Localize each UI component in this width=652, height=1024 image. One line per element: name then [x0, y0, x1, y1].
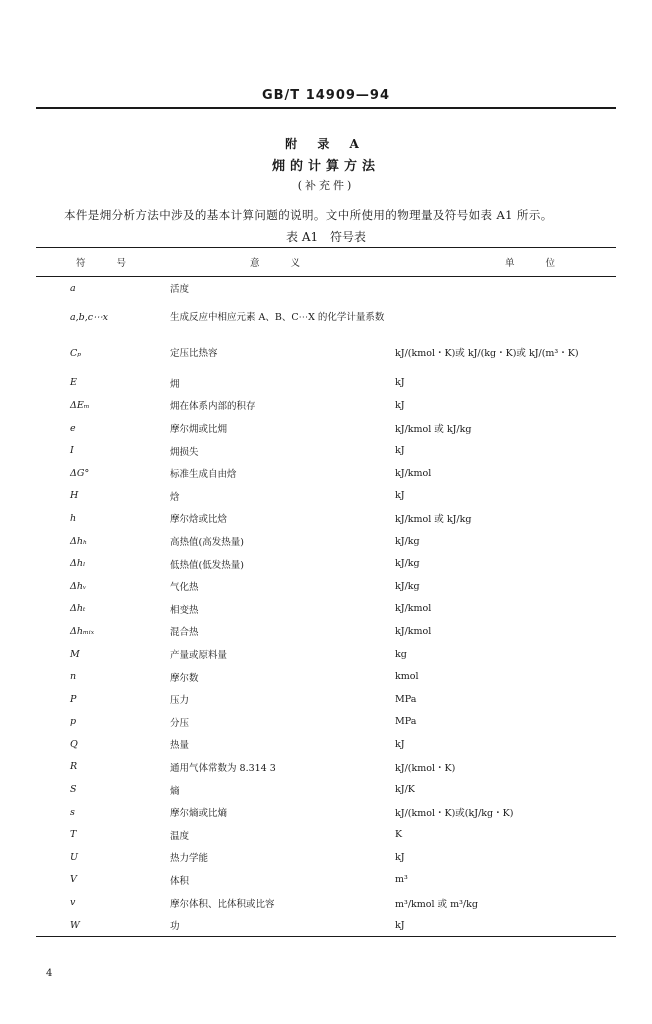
row-symbol: p — [70, 716, 77, 728]
row-unit: kJ/kmol — [395, 467, 432, 479]
table-row — [36, 869, 616, 892]
row-symbol: Q — [70, 738, 78, 750]
table-row — [36, 733, 616, 756]
row-unit: MPa — [395, 693, 417, 705]
table-row — [36, 277, 616, 300]
row-unit: kJ/(kmol・K) — [395, 762, 456, 774]
table-header-row — [36, 248, 616, 277]
table-row — [36, 643, 616, 666]
row-symbol: Δhₘᵢₓ — [70, 625, 95, 637]
row-unit — [395, 277, 616, 300]
row-symbol: a,b,c⋯x — [70, 312, 108, 324]
row-symbol: Δhₕ — [70, 535, 88, 547]
table-caption-title: 符号表 — [329, 230, 366, 244]
row-symbol: P — [70, 693, 77, 705]
row-symbol: Δhₜ — [70, 603, 86, 615]
row-meaning: 摩尔数 — [170, 672, 199, 684]
row-unit: kg — [395, 648, 407, 660]
table-row — [36, 778, 616, 801]
row-meaning: 摩尔熵或比熵 — [170, 808, 228, 820]
row-meaning: 混合热 — [170, 627, 199, 639]
table-row — [36, 575, 616, 598]
page-number: 4 — [46, 968, 53, 979]
row-symbol: n — [70, 671, 77, 683]
table-row — [36, 530, 616, 553]
row-symbol: s — [70, 806, 75, 818]
row-unit: MPa — [395, 716, 417, 728]
row-unit: kJ/kg — [395, 558, 420, 570]
row-unit: kJ — [395, 490, 405, 502]
row-symbol: h — [70, 512, 77, 524]
row-unit: kJ/kg — [395, 535, 420, 547]
row-unit: kJ/kmol 或 kJ/kg — [395, 514, 472, 526]
table-row — [36, 394, 616, 417]
table-row — [36, 620, 616, 643]
row-unit: kJ — [395, 914, 616, 937]
row-unit: kJ/kmol 或 kJ/kg — [395, 424, 472, 436]
row-symbol: Δhᵥ — [70, 580, 87, 592]
table-caption-number: 表 A1 — [286, 230, 319, 244]
intro-paragraph: 本件是㶲分析方法中涉及的基本计算问题的说明。文中所使用的物理量及符号如表 A1 所示。 — [64, 208, 553, 222]
table-row — [36, 552, 616, 575]
row-meaning: 低热值(低发热量) — [170, 559, 244, 571]
row-unit: kJ — [395, 377, 405, 389]
row-unit: m³ — [395, 874, 408, 886]
table-body — [36, 277, 616, 937]
row-symbol: R — [70, 761, 78, 773]
row-symbol: W — [36, 914, 170, 937]
row-meaning: 相变热 — [170, 604, 199, 616]
row-meaning: 功 — [170, 914, 395, 937]
standard-code: GB/T 14909—94 — [261, 88, 391, 103]
symbol-table — [36, 247, 616, 937]
row-symbol: ΔEₘ — [70, 399, 90, 411]
table-row — [36, 914, 616, 937]
row-symbol: I — [70, 445, 74, 457]
appendix-subtitle: (补充件) — [297, 179, 355, 192]
row-meaning: 㶲损失 — [170, 446, 199, 458]
table-row — [36, 598, 616, 621]
row-unit: kJ — [395, 445, 405, 457]
table-row — [36, 485, 616, 508]
table-row — [36, 372, 616, 395]
table-caption — [0, 228, 652, 245]
table-row — [36, 891, 616, 914]
row-meaning: 焓 — [170, 491, 180, 503]
row-unit: kJ/kmol — [395, 625, 432, 637]
header-meaning: 意 义 — [170, 248, 395, 277]
row-symbol: S — [70, 784, 77, 796]
row-meaning: 压力 — [170, 695, 190, 707]
row-symbol: H — [70, 490, 79, 502]
row-unit: kJ/(kmol・K)或(kJ/kg・K) — [395, 808, 514, 820]
row-meaning: 熵 — [170, 785, 180, 797]
row-unit: kJ/kmol — [395, 603, 432, 615]
row-unit: K — [395, 829, 403, 841]
row-meaning: 摩尔体积、比体积或比容 — [170, 898, 275, 910]
row-symbol: U — [70, 851, 79, 863]
row-symbol: Cₚ — [70, 348, 82, 360]
table-row — [36, 823, 616, 846]
table-row — [36, 756, 616, 779]
row-symbol: a — [70, 282, 76, 294]
row-unit: kJ/kg — [395, 580, 420, 592]
row-symbol: V — [70, 874, 77, 886]
row-meaning: 产量或原料量 — [170, 650, 228, 662]
row-unit: kJ/(kmol・K)或 kJ/(kg・K)或 kJ/(m³・K) — [395, 348, 579, 360]
row-meaning: 活度 — [170, 284, 190, 296]
row-unit — [395, 300, 616, 336]
row-meaning: 定压比热容 — [170, 348, 218, 360]
table-row — [36, 507, 616, 530]
row-unit: m³/kmol 或 m³/kg — [395, 898, 478, 910]
row-symbol: E — [70, 377, 77, 389]
row-meaning: 高热值(高发热量) — [170, 537, 244, 549]
table-row — [36, 300, 616, 336]
row-meaning: 气化热 — [170, 582, 199, 594]
row-meaning: 分压 — [170, 717, 190, 729]
row-meaning: 通用气体常数为 8.314 3 — [170, 762, 276, 774]
header-symbol: 符 号 — [36, 248, 170, 277]
row-symbol: e — [70, 422, 76, 434]
row-unit: kJ — [395, 399, 405, 411]
row-meaning: 温度 — [170, 830, 190, 842]
row-meaning: 摩尔㶲或比㶲 — [170, 424, 228, 436]
row-unit: kmol — [395, 671, 419, 683]
table-row — [36, 336, 616, 372]
table-row — [36, 462, 616, 485]
table-row — [36, 801, 616, 824]
table-row — [36, 417, 616, 440]
row-unit: kJ — [395, 851, 405, 863]
header-unit: 单 位 — [395, 248, 616, 277]
row-meaning: 摩尔焓或比焓 — [170, 514, 228, 526]
row-unit: kJ/K — [395, 784, 415, 796]
row-meaning: 体积 — [170, 875, 190, 887]
row-symbol: v — [70, 897, 76, 909]
appendix-title: 㶲的计算方法 — [271, 159, 380, 174]
row-meaning: 㶲在体系内部的积存 — [170, 401, 256, 413]
table-row — [36, 688, 616, 711]
row-symbol: ΔG° — [70, 467, 90, 479]
table-row — [36, 711, 616, 734]
appendix-label: 附 录 A — [285, 137, 367, 151]
table-row — [36, 439, 616, 462]
header-rule — [36, 107, 616, 109]
row-meaning: 生成反应中相应元素 A、B、C⋯X 的化学计量系数 — [170, 312, 385, 324]
row-meaning: 热力学能 — [170, 853, 209, 865]
table-row — [36, 665, 616, 688]
row-meaning: 㶲 — [170, 378, 180, 390]
row-meaning: 热量 — [170, 740, 190, 752]
row-meaning: 标准生成自由焓 — [170, 469, 237, 481]
table-row — [36, 846, 616, 869]
row-unit: kJ — [395, 738, 405, 750]
row-symbol: T — [70, 829, 77, 841]
row-symbol: Δhₗ — [70, 558, 86, 570]
row-symbol: M — [70, 648, 80, 660]
